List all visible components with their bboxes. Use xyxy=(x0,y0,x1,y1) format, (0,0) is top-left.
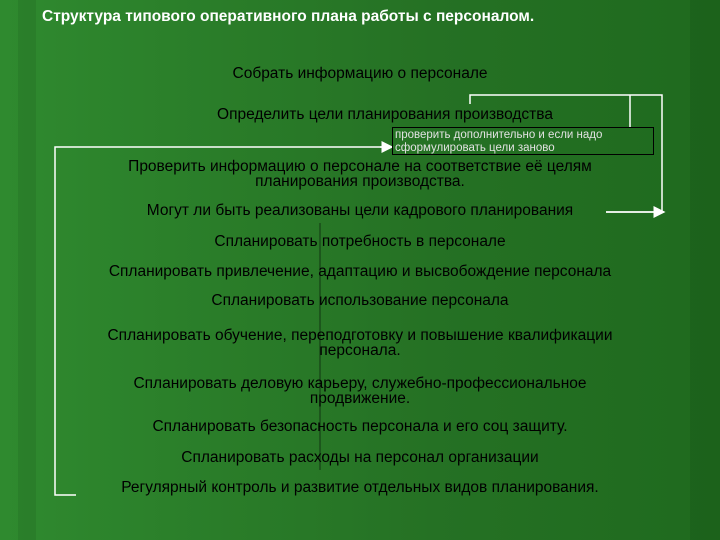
step-control: Регулярный контроль и развитие отдельных видов планирования. xyxy=(121,479,599,496)
note-box: проверить дополнительно и если надо сформулировать цели заново xyxy=(392,127,654,155)
step-plan-career: Спланировать деловую карьеру, служебно-профессиональное продвижение. xyxy=(133,375,587,407)
step-plan-demand: Спланировать потребность в персонале xyxy=(214,233,506,250)
step-decision: Могут ли быть реализованы цели кадрового планирования xyxy=(146,202,574,219)
slide-title: Структура типового оперативного плана работы с персоналом. xyxy=(42,8,535,25)
control-loop xyxy=(55,147,386,495)
step-define-goals: Определить цели планирования производства xyxy=(217,106,553,123)
step-plan-usage: Спланировать использование персонала xyxy=(211,292,509,309)
step-plan-training: Спланировать обучение, переподготовку и повышение квалификации персонала. xyxy=(107,327,613,359)
step-plan-costs: Спланировать расходы на персонал организации xyxy=(181,449,539,466)
step-collect-info: Собрать информацию о персонале xyxy=(232,65,488,82)
step-plan-attraction: Спланировать привлечение, адаптацию и высвобождение персонала xyxy=(108,263,612,280)
step-plan-safety: Спланировать безопасность персонала и его соц защиту. xyxy=(152,418,568,435)
step-check-info: Проверить информацию о персонале на соответствие её целям планирования производства. xyxy=(128,158,592,190)
